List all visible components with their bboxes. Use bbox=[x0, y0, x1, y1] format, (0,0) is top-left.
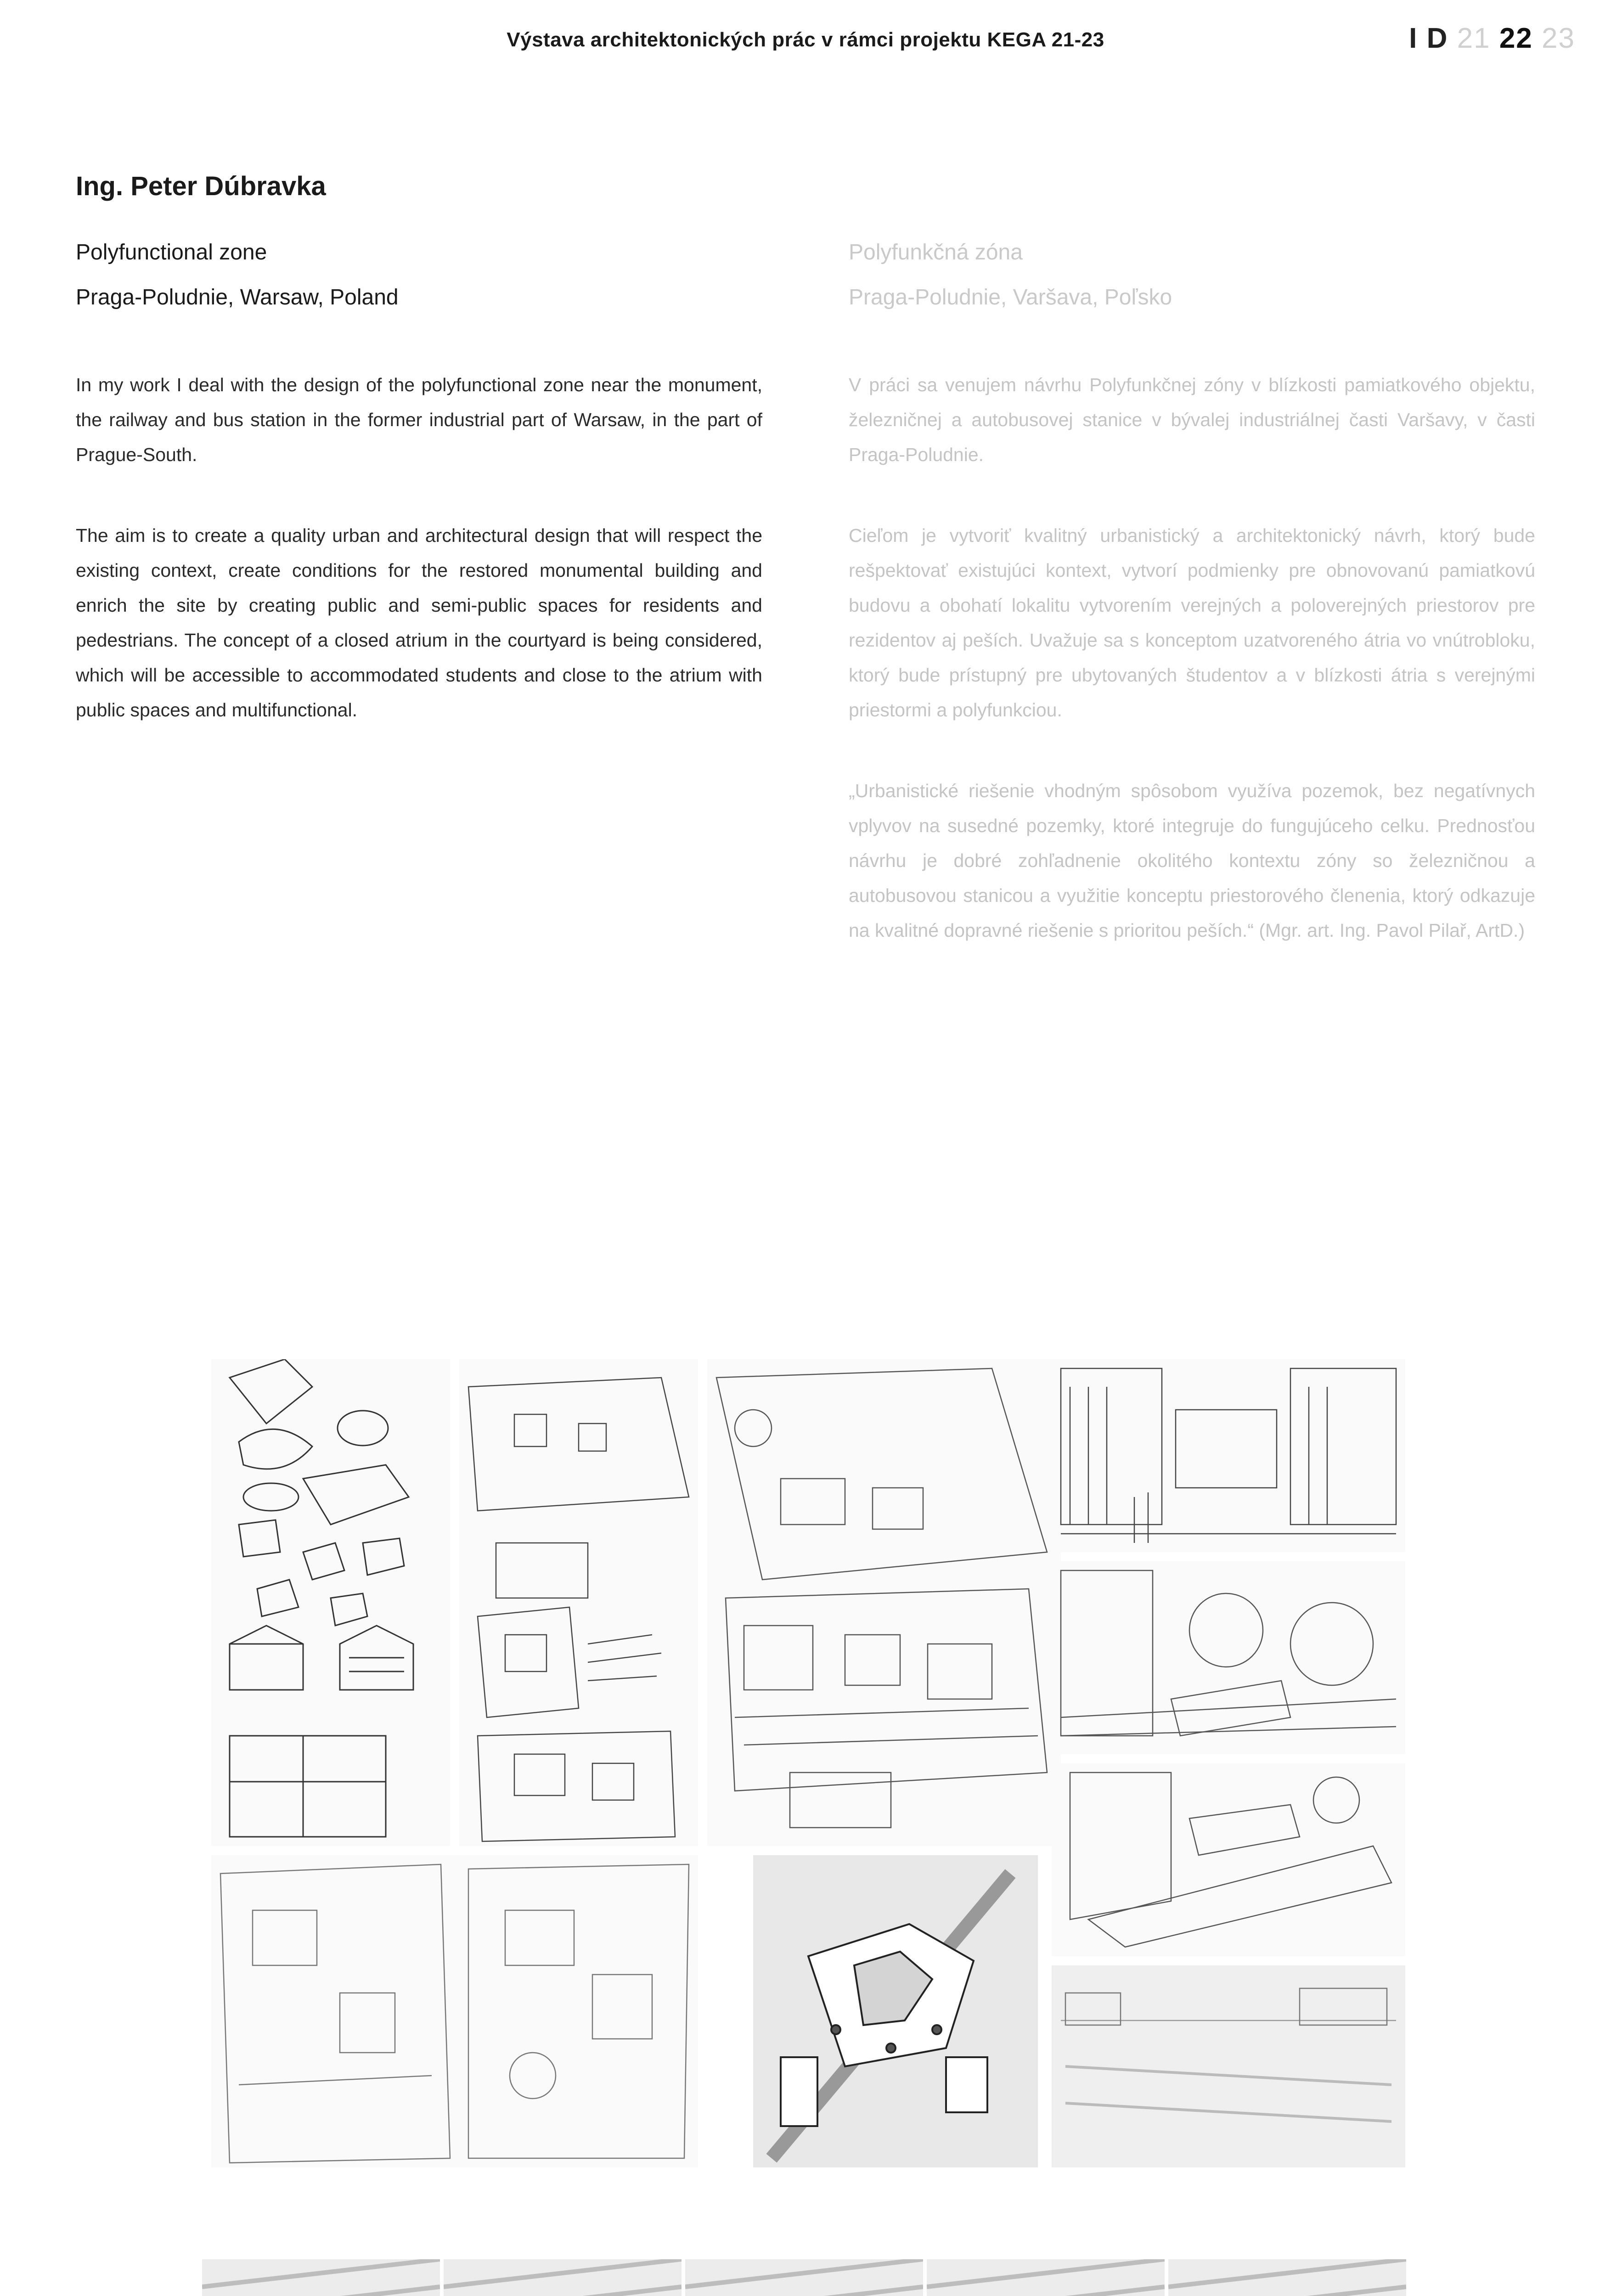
sketch-perspective-4 bbox=[1052, 1965, 1405, 2167]
id-next-link[interactable]: 23 bbox=[1542, 23, 1575, 54]
paragraph-sk-1: V práci sa venujem návrhu Polyfunkčnej zóny v blízkosti pamiatkového objektu, železničnej a autobusovej stanice v bývalej industriálnej časti Varšavy, v časti Praga-Poludnie. bbox=[849, 374, 1535, 465]
sketch-site-plan bbox=[707, 1359, 1061, 1846]
diagram-4 bbox=[927, 2259, 1165, 2296]
sketch-collage bbox=[202, 1359, 1405, 2167]
paragraph-en-1: In my work I deal with the design of the polyfunctional zone near the monument, the railway and bus station in the former industrial part of Warsaw, in the part of Prague-South. bbox=[76, 374, 762, 465]
diagram-1 bbox=[202, 2259, 440, 2296]
project-title-sk: Polyfunkčná zóna bbox=[849, 240, 1023, 264]
sketch-final-plan bbox=[753, 1855, 1038, 2167]
id-current: 22 bbox=[1499, 23, 1533, 54]
id-label: I D bbox=[1409, 23, 1448, 54]
diagram-3 bbox=[685, 2259, 923, 2296]
paragraph-sk-2: Cieľom je vytvoriť kvalitný urbanistický a architektonický návrh, ktorý bude rešpektovať existujúci kontext, vytvorí podmienky pre obnovovanú pamiatkovú budovu a obohatí lokalitu vytvorením verejných a poloverejných priestorov pre rezidentov aj peších. Uvažuje sa s konceptom uzatvoreného átria vo vnútrobloku, ktorý bude prístupný pre ubytovaných študentov a v blízkosti átria s verejnými priestormi a polyfunkciou. bbox=[849, 525, 1535, 720]
project-title-en: Polyfunctional zone bbox=[76, 240, 267, 264]
exhibition-title: Výstava architektonických prác v rámci projektu KEGA 21-23 bbox=[507, 28, 1104, 51]
sketch-perspective-2 bbox=[1052, 1561, 1405, 1754]
sketch-plan-studies bbox=[459, 1359, 698, 1846]
sketch-perspective-1 bbox=[1052, 1359, 1405, 1552]
id-prev-link[interactable]: 21 bbox=[1457, 23, 1491, 54]
site-diagrams bbox=[202, 2259, 1405, 2296]
paragraph-en-2: The aim is to create a quality urban and architectural design that will respect the existing context, create conditions for the restored monumental building and enrich the site by creating public and semi-public spaces for residents and pedestrians. The concept of a closed atrium in the courtyard is being considered, which will be accessible to accommodated students and close to the atrium with public spaces and multifunctional. bbox=[76, 525, 762, 720]
author-name: Ing. Peter Dúbravka bbox=[76, 171, 326, 201]
sketch-urban-studies bbox=[211, 1855, 698, 2167]
diagram-2 bbox=[444, 2259, 682, 2296]
sketch-pavilions bbox=[211, 1359, 450, 1846]
sketch-perspective-3 bbox=[1052, 1763, 1405, 1956]
project-location-sk: Praga-Poludnie, Varšava, Poľsko bbox=[849, 285, 1172, 310]
slovak-column bbox=[849, 0, 1535, 1010]
english-column bbox=[76, 0, 762, 781]
diagram-5 bbox=[1168, 2259, 1406, 2296]
paragraph-sk-3: „Urbanistické riešenie vhodným spôsobom využíva pozemok, bez negatívnych vplyvov na susedné pozemky, ktoré integruje do fungujúceho celku. Prednosťou návrhu je dobré zohľadnenie okolitého kontextu zóny so železničnou a autobusovou stanicou a využitie konceptu priestorového členenia, ktorý odkazuje na kvalitné dopravné riešenie s prioritou peších.“ (Mgr. art. Ing. Pavol Pilař, ArtD.) bbox=[849, 780, 1535, 941]
project-location-en: Praga-Poludnie, Warsaw, Poland bbox=[76, 285, 399, 310]
